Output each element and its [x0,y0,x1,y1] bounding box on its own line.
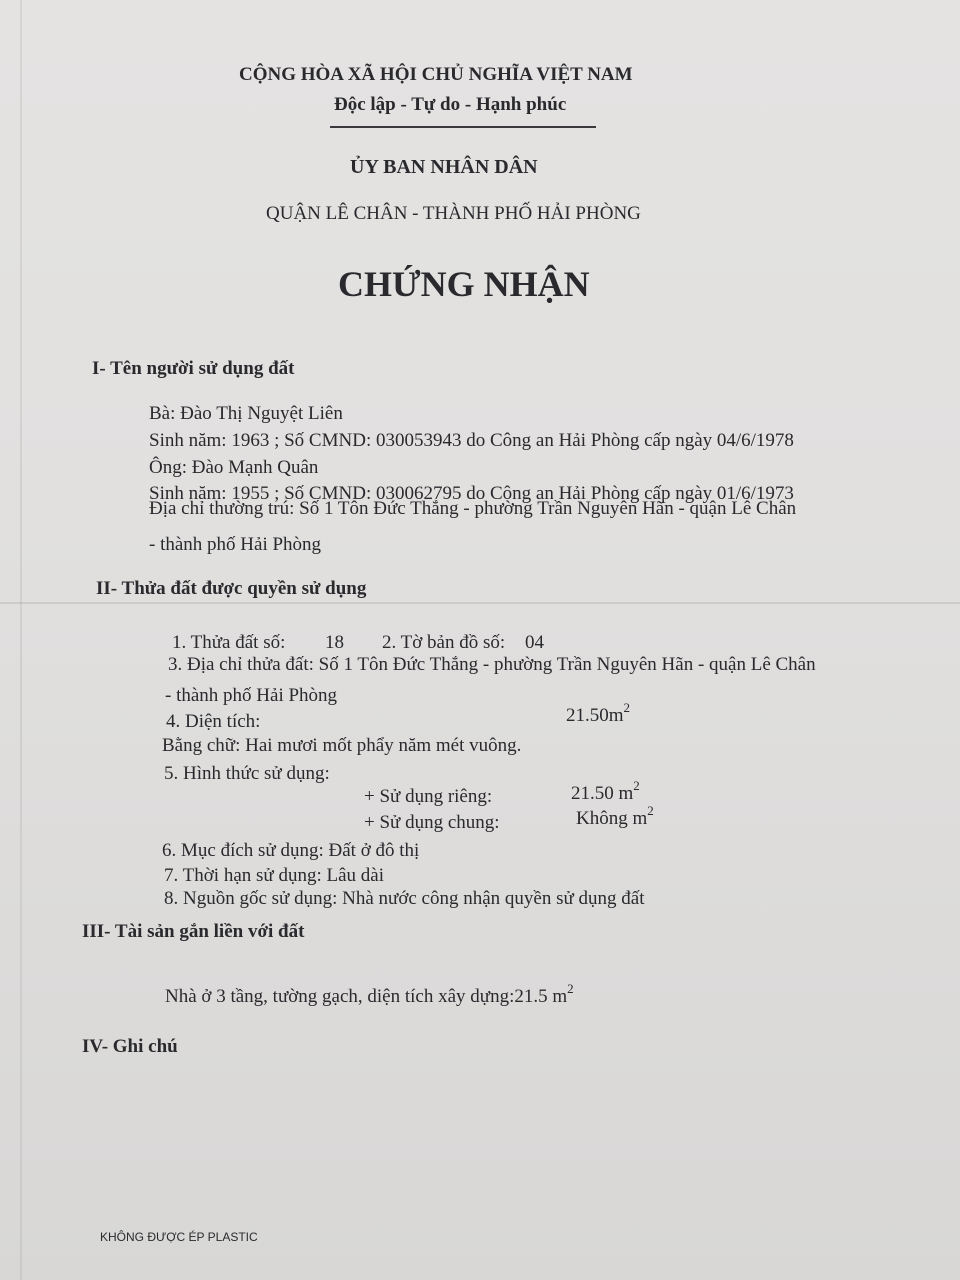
section-2-heading: II- Thửa đất được quyền sử dụng [96,578,367,599]
usage-term: 7. Thời hạn sử dụng: Lâu dài [164,865,384,886]
parcel-number-value: 18 [325,632,344,653]
footer-note: KHÔNG ĐƯỢC ÉP PLASTIC [100,1230,258,1244]
residence-address-cont: - thành phố Hải Phòng [149,534,322,555]
paper-fold-vertical [20,0,22,1280]
shared-use-label: + Sử dụng chung: [364,812,500,833]
private-use-label: + Sử dụng riêng: [364,786,493,807]
attached-assets-text: Nhà ở 3 tầng, tường gạch, diện tích xây dựng:21.5 $m^2$ [165,981,574,1007]
map-sheet-label: 2. Tờ bản đồ số: [382,632,506,653]
owner-2-name: Ông: Đào Mạnh Quân [149,457,319,478]
parcel-number-label: 1. Thửa đất số: [172,632,286,653]
area-in-words: Bằng chữ: Hai mươi mốt phẩy năm mét vuông. [162,735,522,756]
usage-purpose: 6. Mục đích sử dụng: Đất ở đô thị [162,840,420,861]
document-title: CHỨNG NHẬN [338,264,590,304]
map-sheet-value: 04 [525,632,544,653]
national-motto: Độc lập - Tự do - Hạnh phúc [334,94,567,115]
owner-1-name: Bà: Đào Thị Nguyệt Liên [149,403,343,424]
area-label: 4. Diện tích: [166,711,261,732]
usage-origin: 8. Nguồn gốc sử dụng: Nhà nước công nhận quyền sử dụng đất [164,888,645,909]
area-value: $21.50m^2$ [566,700,631,726]
private-use-value: 21.50 $m^2$ [571,778,640,804]
country-name: CỘNG HÒA XÃ HỘI CHỦ NGHĨA VIỆT NAM [239,64,633,85]
parcel-address: 3. Địa chỉ thửa đất: Số 1 Tôn Đức Thắng - phường Trần Nguyên Hãn - quận Lê Chân [168,654,816,675]
owner-1-id: Sinh năm: 1963 ; Số CMND: 030053943 do Công an Hải Phòng cấp ngày 04/6/1978 [149,430,794,451]
paper-fold-horizontal [0,602,960,604]
residence-address: Địa chỉ thường trú: Số 1 Tôn Đức Thắng - phường Trần Nguyên Hãn - quận Lê Chân [149,498,797,519]
owner-2-id: Sinh năm: 1955 ; Số CMND: 030062795 do Công an Hải Phòng cấp ngày 01/6/1973 [149,483,794,504]
authority-name: ỦY BAN NHÂN DÂN [350,156,538,178]
parcel-address-cont: - thành phố Hải Phòng [165,685,338,706]
motto-underline [330,126,596,128]
section-3-heading: III- Tài sản gắn liền với đất [82,921,305,942]
district-name: QUẬN LÊ CHÂN - THÀNH PHỐ HẢI PHÒNG [266,203,641,224]
usage-form-label: 5. Hình thức sử dụng: [164,763,330,784]
section-4-heading: IV- Ghi chú [82,1036,178,1057]
section-1-heading: I- Tên người sử dụng đất [92,358,295,379]
shared-use-value: Không $m^2$ [576,803,654,829]
